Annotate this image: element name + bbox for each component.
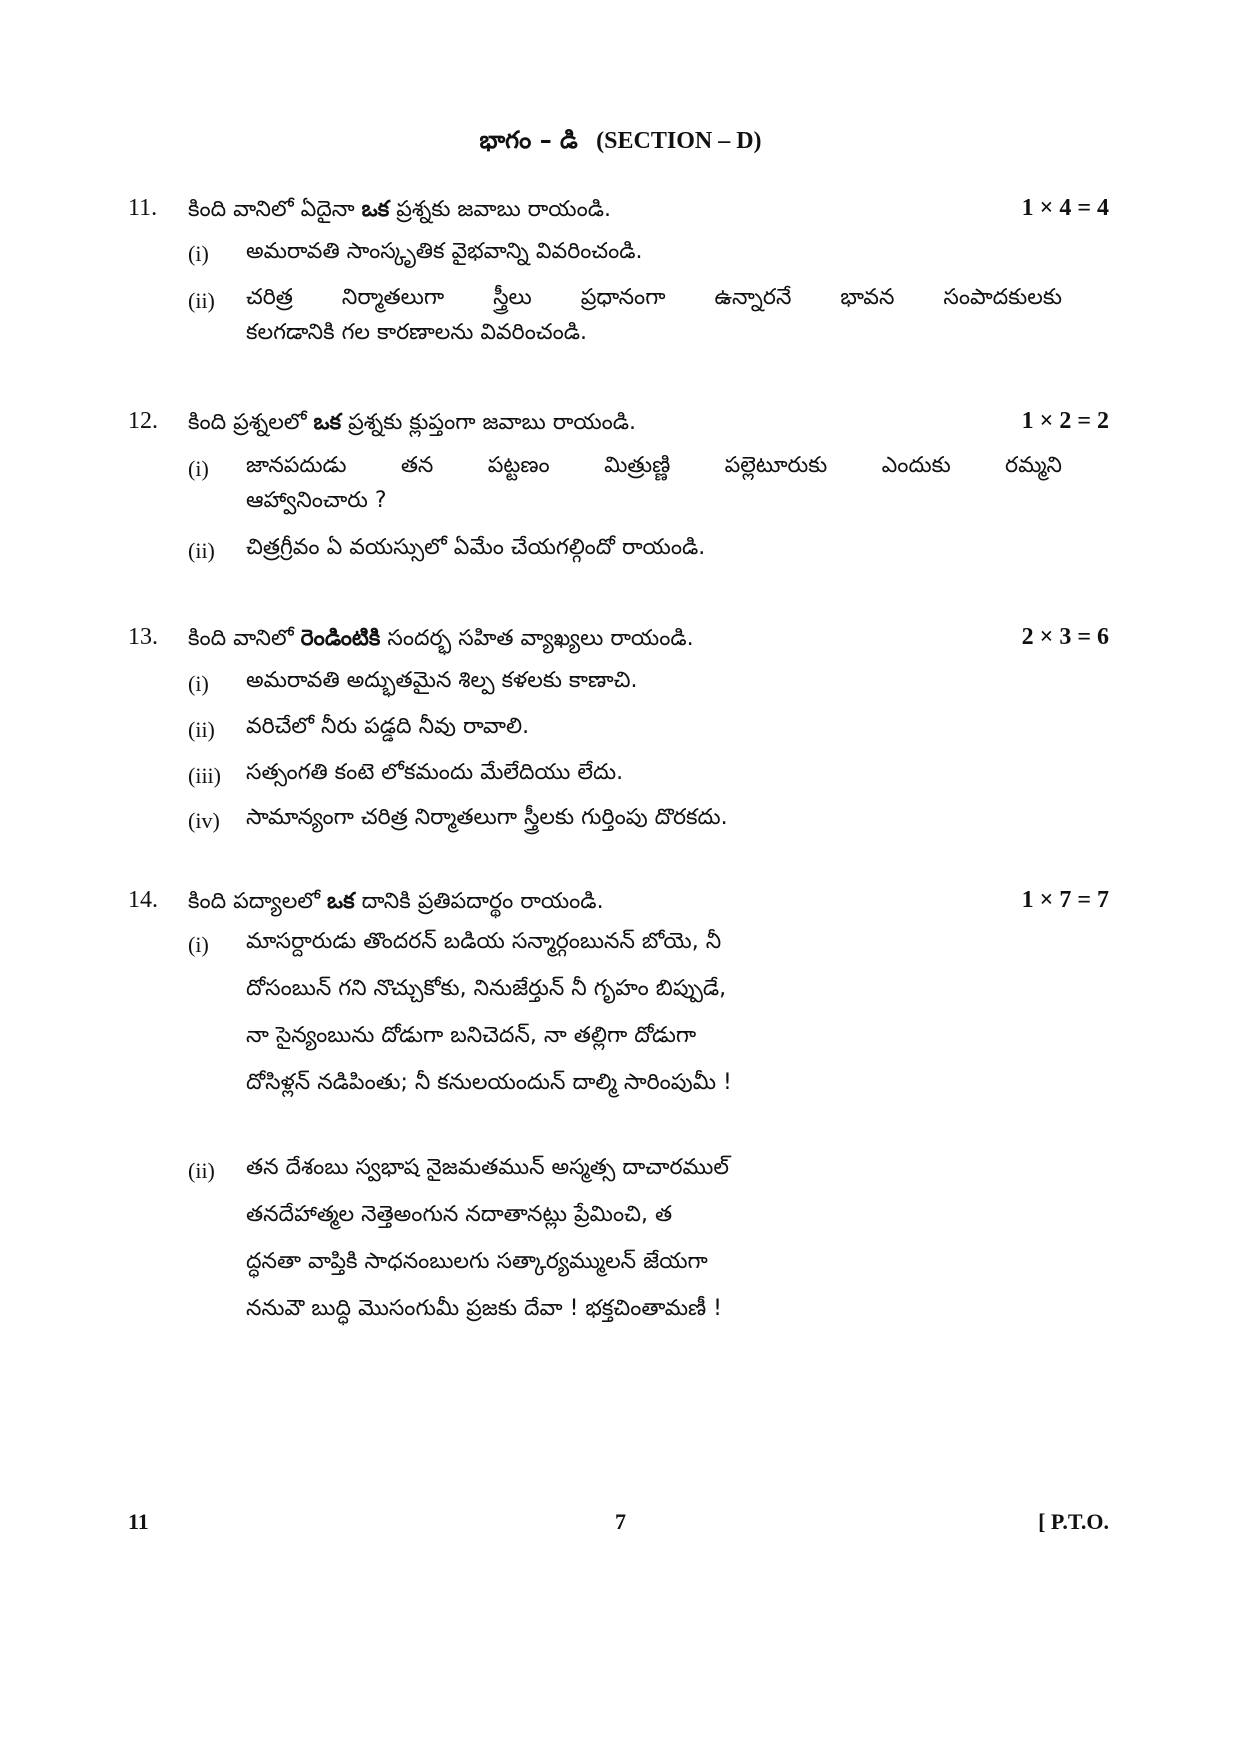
subquestion-label: (i) xyxy=(188,932,209,957)
poem-line: దోసిళ్లన్ నడిపింతు; నీ కనులయందున్ దాల్మి సారింపుమీ ! xyxy=(246,1070,732,1095)
subquestion-line: ఆహ్వానించారు ? xyxy=(246,488,387,513)
poem-line: తన దేశంబు స్వభాష నైజమతమున్ అస్మత్స దాచారముల్ xyxy=(246,1155,730,1180)
question-emphasis: రెండింటికి xyxy=(300,626,381,651)
question-text-after: దానికి ప్రతిపదార్థం రాయండి. xyxy=(354,889,604,914)
question-text xyxy=(188,410,636,440)
pto-label: [ P.T.O. xyxy=(1038,1509,1109,1534)
question-number: 13. xyxy=(128,624,158,650)
subquestion-label: (ii) xyxy=(188,1158,215,1183)
subquestion-line: చరిత్ర నిర్మాతలుగా స్త్రీలు ప్రధానంగా ఉన్నారనే భావన సంపాదకులకు xyxy=(246,285,1062,310)
question-text-after: సందర్భ సహిత వ్యాఖ్యలు రాయండి. xyxy=(380,626,694,651)
poem-line: తనదేహాత్మల నెత్తెఅంగున నదాతానట్లు ప్రేమించి, త xyxy=(246,1202,673,1227)
section-heading-english: (SECTION – D) xyxy=(596,128,762,154)
question-text xyxy=(188,197,611,227)
poem-line: దోసంబున్ గని నొచ్చుకోకు, నినుజేర్తున్ నీ గృహం బిప్పుడే, xyxy=(246,976,727,1001)
question-marks: 1 × 4 = 4 xyxy=(1021,195,1109,221)
subquestion-line: చిత్రగ్రీవం ఏ వయస్సులో ఏమేం చేయగల్గిందో రాయండి. xyxy=(246,535,706,560)
section-heading-telugu: భాగం – డి xyxy=(479,126,578,154)
question-number: 11. xyxy=(128,195,158,221)
poem-line: నా సైన్యంబును దోడుగా బనిచెదన్, నా తల్లిగా దోడుగా xyxy=(246,1023,697,1048)
subquestion-line: కలగడానికి గల కారణాలను వివరించండి. xyxy=(246,320,588,345)
poem-line: ననువౌ బుద్ధి మొసంగుమీ ప్రజకు దేవా ! భక్తచింతామణీ ! xyxy=(246,1296,722,1321)
subquestion-label: (i) xyxy=(188,456,209,481)
question-text-before: కింది వానిలో ఏదైనా xyxy=(188,197,362,222)
page-number: 7 xyxy=(615,1509,626,1534)
question-text-before: కింది పద్యాలలో xyxy=(188,889,327,914)
poem-line: మాసర్దారుడు తొందరన్ బడియ సన్మార్గంబునన్ బోయె, నీ xyxy=(246,929,722,954)
subquestion-label: (ii) xyxy=(188,717,215,742)
subquestion-label: (i) xyxy=(188,241,209,266)
poem-line: ద్ధనతా వాప్తికి సాధనంబులగు సత్కార్యమ్ములన్ జేయగా xyxy=(246,1249,708,1274)
subquestion-line: సామాన్యంగా చరిత్ర నిర్మాతలుగా స్త్రీలకు గుర్తింపు దొరకదు. xyxy=(246,805,728,830)
footer-code: 11 xyxy=(128,1509,149,1534)
section-heading xyxy=(0,126,1241,160)
question-number: 14. xyxy=(128,887,158,913)
question-text xyxy=(188,626,694,656)
subquestion-label: (ii) xyxy=(188,538,215,563)
subquestion-label: (iii) xyxy=(188,763,221,788)
question-text-after: ప్రశ్నకు జవాబు రాయండి. xyxy=(389,197,612,222)
subquestion-line: సత్సంగతి కంటె లోకమందు మేలేదియు లేదు. xyxy=(246,760,624,785)
subquestion-line: అమరావతి అద్భుతమైన శిల్ప కళలకు కాణాచి. xyxy=(246,668,638,693)
subquestion-line: వరిచేలో నీరు పడ్డది నీవు రావాలి. xyxy=(246,714,530,739)
question-emphasis: ఒక xyxy=(361,197,390,222)
question-text-before: కింది వానిలో xyxy=(188,626,301,651)
question-marks: 1 × 2 = 2 xyxy=(1021,408,1109,434)
question-text-before: కింది ప్రశ్నలలో xyxy=(188,410,314,435)
subquestion-label: (iv) xyxy=(188,808,220,833)
question-emphasis: ఒక xyxy=(327,889,355,914)
subquestion-line: జానపదుడు తన పట్టణం మిత్రుణ్ణి పల్లెటూరుకు ఎందుకు రమ్మని xyxy=(246,453,1062,478)
question-text-after: ప్రశ్నకు క్లుప్తంగా జవాబు రాయండి. xyxy=(341,410,637,435)
subquestion-line: అమరావతి సాంస్కృతిక వైభవాన్ని వివరించండి. xyxy=(246,239,643,264)
question-emphasis: ఒక xyxy=(313,410,342,435)
question-marks: 1 × 7 = 7 xyxy=(1021,887,1109,913)
question-text xyxy=(188,889,604,919)
subquestion-label: (i) xyxy=(188,671,209,696)
question-marks: 2 × 3 = 6 xyxy=(1021,624,1109,650)
question-number: 12. xyxy=(128,408,158,434)
subquestion-label: (ii) xyxy=(188,288,215,313)
